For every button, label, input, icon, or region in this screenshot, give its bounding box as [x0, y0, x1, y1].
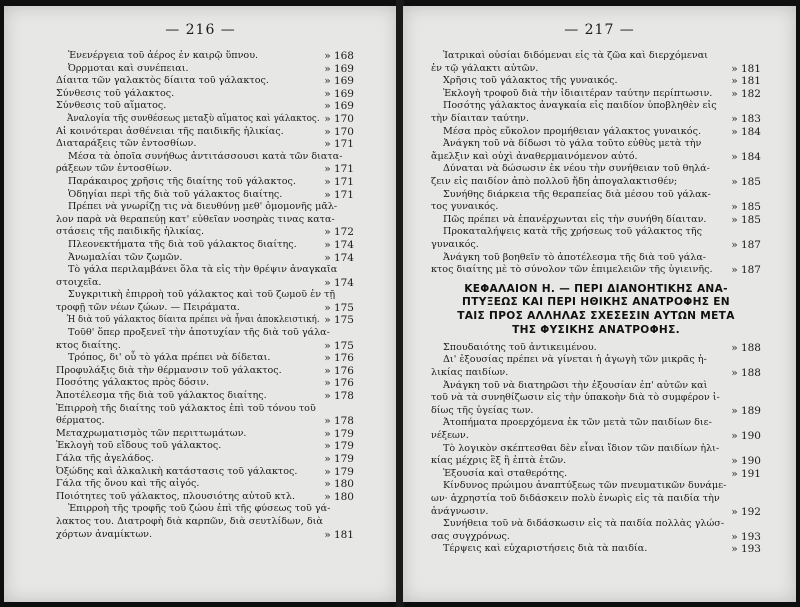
entry-page-number: » 183 [731, 112, 761, 125]
toc-entry [56, 289, 354, 302]
toc-entry [56, 75, 354, 88]
entry-page-number: » 175 [324, 314, 354, 327]
toc-entry [56, 453, 354, 466]
entry-text: Ἀνάγκη τοῦ βοηθεῖν τὸ ἀποτέλεσμα τῆς διὰ τοῦ γάλα- [443, 251, 707, 263]
toc-entry [431, 480, 761, 493]
toc-entry [56, 478, 354, 491]
chapter-heading-line: ΤΑΙΣ ΠΡΟΣ ΑΛΛΗΛΑΣ ΣΧΕΣΕΣΙΝ ΑΥΤΩΝ ΜΕΤΑ [457, 310, 735, 323]
entry-page-number: » 187 [731, 238, 761, 251]
page-number: — 217 — [564, 22, 635, 38]
entry-page-number: » 179 [324, 440, 354, 453]
entry-text: λακτος του. Διατροφὴ διὰ καρπῶν, διὰ σευτλίδων, διὰ [56, 515, 323, 527]
toc-entry [431, 443, 761, 456]
entry-text: Ἐπιρροὴ τῆς διαίτης τοῦ γάλακτος ἐπὶ τοῦ τόνου τοῦ [56, 402, 316, 414]
entry-text: νέξεων. [431, 430, 469, 442]
entry-page-number: » 188 [731, 341, 761, 354]
toc-entry [56, 352, 354, 365]
entry-page-number: » 176 [324, 352, 354, 365]
entry-page-number: » 185 [731, 175, 761, 188]
toc-entry [56, 390, 354, 403]
entry-text: κτος διαίτης. [56, 339, 121, 351]
entry-text: Ἀναλογία τῆς συνθέσεως μεταξὺ αἵματος καὶ γάλακτος. [67, 112, 320, 124]
entry-page-number: » 170 [324, 125, 354, 138]
entry-page-number: » 182 [731, 87, 761, 100]
entry-page-number: » 172 [324, 226, 354, 239]
entry-text: Πῶς πρέπει νὰ ἐπανέρχωνται εἰς τὴν συνήθη δίαιταν. [443, 213, 707, 225]
entry-text: Ἡ διὰ τοῦ γάλακτος δίαιτα πρέπει νὰ ἦναι ἀποκλειστική. [66, 314, 320, 326]
toc-entry [56, 50, 354, 63]
entry-page-number: » 193 [731, 530, 761, 543]
entry-text: Τέρψεις καὶ εὐχαριστήσεις διὰ τὰ παιδία. [443, 543, 648, 555]
entry-text: Ἐκλογὴ τοῦ εἴδους τοῦ γάλακτος. [56, 440, 222, 452]
entries-group [431, 50, 761, 277]
entry-text: ἄμελξιν καὶ οὐχὶ ἀναθερμαινόμενον αὐτό. [431, 150, 638, 162]
toc-entry [56, 63, 354, 76]
toc-entry [56, 440, 354, 453]
entry-text: Γάλα τῆς ἀγελάδος. [56, 453, 154, 464]
entry-page-number: » 171 [324, 163, 354, 176]
entry-page-number: » 187 [731, 264, 761, 277]
entry-text: Δύναται νὰ δώσωσιν ἐκ νέου τὴν συνήθειαν τοῦ θηλά- [443, 163, 710, 175]
toc-entry [431, 163, 761, 176]
entry-text: Πρέπει νὰ γνωρίζῃ τις νὰ διευθύνῃ μεθ' ὁμομονῆς μᾶλ- [68, 201, 338, 213]
entry-page-number: » 181 [731, 62, 761, 75]
page-number: — 216 — [165, 22, 236, 38]
entry-text: Τοῦθ' ὅπερ προξενεῖ τὴν ἀποτυχίαν τῆς διὰ τοῦ γάλα- [68, 327, 330, 339]
toc-entry [431, 226, 761, 239]
toc-entry [56, 214, 354, 227]
entry-page-number: » 178 [324, 415, 354, 428]
entry-page-number: » 175 [324, 301, 354, 314]
entry-page-number: » 180 [324, 478, 354, 491]
toc-entry [56, 365, 354, 378]
entry-text: ἐν τῷ γάλακτι αὐτῶν. [431, 62, 539, 74]
entry-text: Προκαταλήψεις κατὰ τῆς χρήσεως τοῦ γάλακτος τῆς [443, 226, 702, 238]
entry-text: τος γυναικός. [431, 201, 499, 213]
entry-text: Ἀνάγκη τοῦ νὰ διατηρῶσι τὴν ἐξουσίαν ἐπ' αὐτῶν καὶ [443, 379, 708, 391]
entry-text: Σύνθεσις τοῦ γάλακτος. [56, 87, 175, 99]
entry-text: δίως τῆς ὑγείας των. [431, 404, 534, 416]
entry-text: θέρματος. [56, 415, 105, 427]
entry-text: Τὸ λογικὸν σκέπτεσθαι δὲν εἶναι ἴδιον τῶν παιδίων ἡλι- [443, 442, 720, 454]
toc-entry [56, 113, 354, 126]
entry-text: Ποσότης γάλακτος ἀναγκαία εἰς παιδίον ὑποβληθὲν εἰς [443, 100, 717, 112]
entry-text: χόρτων ἀναμίκτων. [56, 528, 153, 540]
entry-page-number: » 178 [324, 390, 354, 403]
toc-entry [431, 63, 761, 76]
toc-entry [431, 543, 761, 556]
entry-text: Προφυλάξις διὰ τὴν θέρμανσιν τοῦ γάλακτος. [56, 364, 282, 376]
entry-page-number: » 181 [731, 75, 761, 88]
toc-entry [431, 239, 761, 252]
entry-text: Σπουδαιότης τοῦ ἀντικειμένου. [443, 341, 597, 353]
toc-entry [431, 342, 761, 355]
chapter-heading-line: ΠΤΥΞΕΩΣ ΚΑΙ ΠΕΡΙ ΗΘΙΚΗΣ ΑΝΑΤΡΟΦΗΣ ΕΝ [462, 296, 730, 309]
entry-page-number: » 171 [324, 175, 354, 188]
entry-text: Τρόπος, δι' οὗ τὸ γάλα πρέπει νὰ δίδεται. [68, 352, 271, 364]
entry-page-number: » 169 [324, 62, 354, 75]
toc-entry [56, 503, 354, 516]
entry-text: Δι' ἐξουσίας πρέπει νὰ γίνεται ἡ ἀγωγὴ τῶν μικρᾶς ἡ- [443, 354, 707, 366]
entry-text: Μεταχρωματισμὸς τῶν περιττωμάτων. [56, 427, 247, 439]
toc-entry [431, 75, 761, 88]
toc-entry [56, 428, 354, 441]
toc-entry [431, 506, 761, 519]
toc-entry [56, 264, 354, 277]
toc-entry [56, 277, 354, 290]
entry-page-number: » 176 [324, 364, 354, 377]
entry-text: κίας μέχρις ἓξ ἢ ἑπτὰ ἐτῶν. [431, 455, 567, 467]
entry-text: Ἀνωμαλίαι τῶν ζωμῶν. [68, 251, 183, 263]
entry-text: Μέσα πρὸς εὔκολον προμήθειαν γάλακτος γυναικός. [443, 125, 702, 137]
toc-entry [56, 126, 354, 139]
entry-page-number: » 185 [731, 201, 761, 214]
toc-entry [56, 163, 354, 176]
toc-entry [431, 176, 761, 189]
entry-page-number: » 171 [324, 138, 354, 151]
entry-text: σας συγχρόνως. [431, 530, 510, 542]
entry-page-number: » 179 [324, 453, 354, 465]
table-of-contents [431, 50, 761, 556]
toc-entry [56, 138, 354, 151]
entry-page-number: » 184 [731, 150, 761, 163]
entry-page-number: » 171 [324, 188, 354, 201]
toc-entry [56, 226, 354, 239]
entries-group [431, 342, 761, 556]
toc-entry [56, 340, 354, 353]
right-page [403, 6, 796, 602]
toc-entry [56, 189, 354, 202]
toc-entry [56, 302, 354, 315]
entry-text: κτος διαίτης μὲ τὸ σύνολον τῶν ἐπιμελειῶν τῆς ὑγιεινῆς. [431, 264, 713, 276]
entry-text: Παράκαιρος χρῆσις τῆς διαίτης τοῦ γάλακτος. [68, 175, 296, 187]
entry-text: Γάλα τῆς ὄνου καὶ τῆς αἰγός. [56, 478, 200, 490]
toc-entry [431, 50, 761, 63]
toc-entry [56, 100, 354, 113]
entry-text: Αἱ κοινότεραι ἀσθένειαι τῆς παιδικῆς ἡλικίας. [56, 125, 284, 137]
entry-text: Ὀρρμοται καὶ συνέπειαι. [68, 62, 189, 74]
entry-page-number: » 170 [324, 112, 354, 125]
entry-page-number: » 176 [324, 377, 354, 390]
toc-entry [431, 252, 761, 265]
toc-entry [56, 252, 354, 265]
entry-text: στοιχεῖα. [56, 276, 102, 288]
entry-page-number: » 188 [731, 367, 761, 380]
entry-text: Ἐκλογὴ τροφοῦ διὰ τὴν ἰδιαιτέραν ταύτην περίπτωσιν. [443, 87, 713, 99]
entry-text: Πλεονεκτήματα τῆς διὰ τοῦ γάλακτος διαίτης. [68, 238, 297, 250]
toc-entry [56, 176, 354, 189]
entry-text: Μέσα τὰ ὁποῖα συνήθως ἀντιτάσσουσι κατὰ τῶν διατα- [68, 150, 343, 162]
entry-page-number: » 190 [731, 455, 761, 468]
entry-page-number: » 168 [324, 50, 354, 62]
toc-entry [431, 493, 761, 506]
toc-entry [431, 455, 761, 468]
toc-entry [431, 367, 761, 380]
toc-entry [56, 314, 354, 327]
toc-entry [56, 151, 354, 164]
entry-page-number: » 179 [324, 427, 354, 440]
toc-entry [56, 201, 354, 214]
entry-page-number: » 189 [731, 404, 761, 417]
toc-entry [431, 468, 761, 481]
entry-text: Ἀνάγκη τοῦ νὰ δίδωσι τὸ γάλα τοῦτο εὐθὺς μετὰ τὴν [443, 138, 702, 150]
entry-text: Τὸ γάλα περιλαμβάνει ὅλα τὰ εἰς τὴν θρέψιν ἀναγκαῖα [68, 264, 338, 276]
entry-page-number: » 174 [324, 238, 354, 251]
toc-entry [431, 189, 761, 202]
toc-entry [431, 392, 761, 405]
entry-page-number: » 180 [324, 490, 354, 503]
toc-entry [431, 126, 761, 139]
entry-page-number: » 169 [324, 87, 354, 100]
entry-text: Ἐνενέργεια τοῦ ἀέρος ἐν καιρῷ ὕπνου. [68, 50, 259, 61]
entry-text: ἀνάγνωσιν. [431, 505, 489, 517]
toc-entry [56, 403, 354, 416]
toc-entry [56, 377, 354, 390]
entry-text: Συγκριτικὴ ἐπιρροὴ τοῦ γάλακτος καὶ τοῦ ζωμοῦ ἐν τῇ [68, 289, 336, 301]
entry-page-number: » 174 [324, 251, 354, 264]
entry-page-number: » 191 [731, 467, 761, 480]
toc-entry [431, 354, 761, 367]
toc-entry [431, 88, 761, 101]
toc-entry [56, 415, 354, 428]
table-of-contents [56, 50, 354, 541]
toc-entry [431, 380, 761, 393]
entry-page-number: » 169 [324, 75, 354, 88]
toc-entry [431, 417, 761, 430]
entry-text: ων· ἀχρηστία τοῦ διδάσκειν πολὺ ἐνωρὶς εἰς τὰ παιδία τὴν [431, 493, 720, 504]
entry-text: Ποσότης γάλακτος πρὸς δόσιν. [56, 377, 210, 389]
entry-text: λικίας παιδίων. [431, 367, 509, 379]
toc-entry [431, 138, 761, 151]
entry-page-number: » 181 [324, 528, 354, 541]
toc-entry [431, 214, 761, 227]
entry-text: Σύνθεσις τοῦ αἵματος. [56, 100, 167, 112]
toc-entry [431, 113, 761, 126]
toc-entry [431, 264, 761, 277]
entry-text: ζειν εἰς παιδίον ἀπὸ πολλοῦ ἤδη ἀπογαλακτισθέν; [431, 175, 678, 187]
entry-text: λον παρὰ νὰ θεραπεύῃ κατ' εὐθεῖαν νοσηρὰς τινας κατα- [56, 213, 335, 225]
entry-page-number: » 193 [731, 543, 761, 556]
left-page [4, 6, 397, 602]
entry-text: Συνήθεια τοῦ νὰ διδάσκωσιν εἰς τὰ παιδία πολλὰς γλώσ- [443, 518, 725, 530]
toc-entry [56, 529, 354, 542]
entry-text: Συνήθης διάρκεια τῆς θεραπείας διὰ μέσου τοῦ γάλακ- [443, 188, 711, 200]
entry-text: Διαταράξεις τῶν ἐντοσθίων. [56, 138, 197, 150]
entry-text: Ποιότητες τοῦ γάλακτος, πλουσιότης αὐτοῦ κτλ. [56, 490, 295, 502]
entry-page-number: » 175 [324, 339, 354, 352]
entry-text: Ἀτοπήματα προερχόμενα ἐκ τῶν μετὰ τῶν παιδίων διε- [443, 417, 712, 429]
entry-text: Ὁδηγίαι περὶ τῆς διὰ τοῦ γάλακτος διαίτης. [68, 188, 283, 200]
entry-text: τροφῇ τῶν νέων ζώων. — Πειράματα. [56, 301, 240, 313]
toc-entry [56, 239, 354, 252]
entry-page-number: » 174 [324, 276, 354, 289]
entry-text: ράξεων τῶν ἐντοσθίων. [56, 163, 172, 175]
toc-entry [56, 491, 354, 504]
entry-text: Ὀξώδης καὶ ἀλκαλικὴ κατάστασις τοῦ γάλακτος. [56, 465, 298, 477]
toc-entry [431, 201, 761, 214]
entry-text: Δίαιτα τῶν γαλακτὸς δίαιτα τοῦ γάλακτος. [56, 75, 269, 87]
entry-text: τὴν δίαιταν ταύτην. [431, 112, 529, 124]
entry-page-number: » 185 [731, 213, 761, 226]
entry-text: στάσεις τῆς παιδικῆς ἡλικίας. [56, 226, 205, 238]
entry-text: γυναικός. [431, 238, 479, 250]
entry-text: Κίνδυνος πρώιμου ἀναπτύξεως τῶν πνευματικῶν δυνάμε- [443, 480, 727, 492]
toc-entry [56, 88, 354, 101]
entry-page-number: » 192 [731, 505, 761, 518]
toc-entry [431, 430, 761, 443]
entry-text: Ἰατρικαὶ οὐσίαι διδόμεναι εἰς τὰ ζῶα καὶ διερχόμεναι [443, 50, 708, 61]
toc-entry [431, 518, 761, 531]
entry-page-number: » 184 [731, 125, 761, 138]
toc-entry [56, 466, 354, 479]
entry-text: τοῦ νὰ τὰ συνηθίζωσιν εἰς τὴν ὑπακοὴν διὰ τὸ συμφέρον ἰ- [431, 392, 720, 404]
entry-page-number: » 169 [324, 100, 354, 113]
entry-page-number: » 179 [324, 465, 354, 478]
toc-entry [431, 405, 761, 418]
toc-entry [431, 531, 761, 544]
entry-text: Χρῆσις τοῦ γάλακτος τῆς γυναικός. [443, 75, 618, 87]
entry-text: Ἐξουσία καὶ σταθερότης. [443, 467, 568, 479]
entry-text: Ἐπιρροὴ τῆς τροφῆς τοῦ ζώου ἐπὶ τῆς φύσεως τοῦ γά- [68, 503, 331, 515]
toc-entry [56, 516, 354, 529]
toc-entry [431, 151, 761, 164]
entry-page-number: » 190 [731, 430, 761, 443]
toc-entry [56, 327, 354, 340]
toc-entry [431, 100, 761, 113]
entry-text: Ἀποτέλεσμα τῆς διὰ τοῦ γάλακτος διαίτης. [56, 390, 267, 402]
chapter-heading-line: ΚΕΦΑΛΑΙΟΝ Η. — ΠΕΡΙ ΔΙΑΝΟΗΤΙΚΗΣ ΑΝΑ- [464, 282, 728, 295]
chapter-heading-line: ΤΗΣ ΦΥΣΙΚΗΣ ΑΝΑΤΡΟΦΗΣ. [512, 324, 680, 337]
chapter-heading [431, 283, 761, 338]
